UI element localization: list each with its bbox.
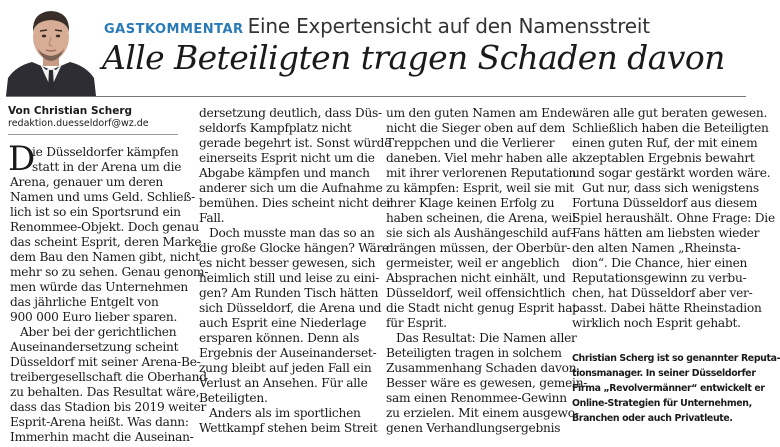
text-line: mit ihrer verlorenen Reputation	[386, 166, 577, 180]
text-line: Abgabe kämpfen und manch	[199, 166, 370, 180]
text-line: Fortuna Düsseldorf aus diesem	[572, 196, 758, 210]
text-line: ie Düsseldorfer kämpfen	[32, 145, 179, 159]
text-line: einen guten Ruf, der mit einem	[572, 136, 758, 150]
text-line: zung bleibt auf jeden Fall ein	[199, 361, 372, 375]
text-line: sich Düsseldorf, die Arena und	[199, 301, 382, 315]
text-line: akzeptablen Ergebnis bewahrt	[572, 151, 755, 165]
text-line: dion“. Die Chance, hier einen	[572, 256, 748, 270]
text-line: das scheint Esprit, deren Marke	[10, 235, 202, 249]
text-line: gerade begehrt ist. Sonst würde	[199, 136, 392, 150]
text-line: bemühen. Dies scheint nicht der	[199, 196, 393, 210]
text-line: men würde das Unternehmen	[10, 280, 189, 294]
text-line: einerseits Esprit nicht um die	[199, 151, 375, 165]
text-line: Reputationsgewinn zu verbu-	[572, 271, 747, 285]
text-line: Düsseldorf, weil offensichtlich	[386, 286, 566, 300]
text-line: drängen müssen, der Oberbür-	[386, 241, 571, 255]
text-line: Das Resultat: Die Namen aller	[396, 331, 577, 345]
text-line: Schließlich haben die Beteiligten	[572, 121, 769, 135]
text-line: mehr so zu sehen. Genau genom-	[10, 265, 209, 279]
text-line: Fans hätten am liebsten wieder	[572, 226, 760, 240]
text-line: Beteiligten tragen in solchem	[386, 346, 562, 360]
text-line: es nicht besser gewesen, sich	[199, 256, 376, 270]
text-line: die große Glocke hängen? Wäre	[199, 241, 390, 255]
text-line: dem Bau den Namen gibt, nicht	[10, 250, 200, 264]
info-line: Christian Scherg ist so genannter Reputa-	[572, 353, 780, 364]
text-line: gen? Am Runden Tisch hätten	[199, 286, 379, 300]
author-info-box	[572, 351, 780, 426]
author-portrait	[6, 4, 96, 96]
text-line: wären alle gut beraten gewesen.	[572, 106, 768, 120]
text-line: wirklich noch Esprit gehabt.	[572, 316, 741, 330]
text-line: dersetzung deutlich, dass Düs-	[199, 106, 382, 120]
text-line: germeister, weil er angeblich	[386, 256, 560, 270]
article-column-3	[386, 106, 588, 436]
text-line: daneben. Viel mehr haben alle	[386, 151, 568, 165]
text-line: Zusammenhang Schaden davon.	[386, 361, 580, 375]
text-line: Fall.	[199, 211, 225, 225]
text-line: Besser wäre es gewesen, gemein-	[386, 376, 588, 390]
text-line: genen Verhandlungsergebnis	[386, 421, 561, 435]
text-line: ihrer Klage keinen Erfolg zu	[386, 196, 555, 210]
info-line: Online-Strategien für Unternehmen,	[572, 398, 752, 409]
info-line: Branchen oder auch Privatleute.	[572, 413, 733, 424]
text-line: lich ist so ein Sportsrund ein	[10, 205, 181, 219]
info-line: Firma „Revolvermänner“ entwickelt er	[572, 383, 765, 394]
text-line: Treppchen und die Verlierer	[386, 136, 555, 150]
text-line: zu behalten. Das Resultat wäre,	[10, 385, 200, 399]
text-line: Namen und ums Geld. Schließ-	[10, 190, 196, 204]
text-line: passt. Dabei hätte Rheinstadion	[572, 301, 762, 315]
text-line: chen, hat Düsseldorf aber ver-	[572, 286, 753, 300]
byline-divider	[8, 134, 178, 135]
text-line: statt in der Arena um die	[32, 160, 182, 174]
article-column-2	[199, 106, 393, 436]
text-line: dass das Stadion bis 2019 weiter	[10, 400, 207, 414]
text-line: Aber bei der gerichtlichen	[20, 325, 177, 339]
text-line: Ergebnis der Auseinanderset-	[199, 346, 377, 360]
drop-cap: D	[8, 139, 36, 179]
text-line: und sogar gestärkt worden wäre.	[572, 166, 771, 180]
section-kicker: GASTKOMMENTAR	[104, 22, 244, 37]
text-line: für Esprit.	[386, 316, 447, 330]
text-line: auch Esprit eine Niederlage	[199, 316, 367, 330]
text-line: Anders als im sportlichen	[209, 406, 361, 420]
text-line: Beteiligten.	[199, 391, 268, 405]
text-line: die Stadt nicht genug Esprit hat	[386, 301, 577, 315]
text-line: Esprit-Arena heißt. Was dann:	[10, 415, 189, 429]
text-line: den alten Namen „Rheinsta-	[572, 241, 741, 255]
text-line: ersparen können. Denn als	[199, 331, 360, 345]
text-line: Absprachen nicht einhält, und	[386, 271, 566, 285]
author-byline: Von Christian Scherg	[8, 105, 133, 117]
text-line: heimlich still und leise zu eini-	[199, 271, 380, 285]
header-divider	[6, 96, 746, 97]
text-line: zu kämpfen: Esprit, weil sie mit	[386, 181, 574, 195]
headline: Alle Beteiligten tragen Schaden davon	[102, 38, 725, 77]
text-line: Düsseldorf mit seiner Arena-Be-	[10, 355, 201, 369]
text-line: sie sich als Aushängeschild auf-	[386, 226, 574, 240]
subheadline: Eine Expertensicht auf den Namensstreit	[247, 14, 650, 38]
article-column-1	[8, 139, 209, 445]
text-line: Renommee-Objekt. Doch genau	[10, 220, 199, 234]
article-column-4	[572, 106, 775, 331]
text-line: Spiel heraushält. Ohne Frage: Die	[572, 211, 775, 225]
text-line: Arena, genauer um deren	[10, 175, 164, 189]
text-line: Verlust an Ansehen. Für alle	[199, 376, 368, 390]
text-line: Auseinandersetzung scheint	[10, 340, 179, 354]
text-line: treibergesellschaft die Oberhand	[10, 370, 207, 384]
text-line: haben scheinen, die Arena, weil	[386, 211, 576, 225]
text-line: nicht die Sieger oben auf dem	[386, 121, 566, 135]
text-line: zu erzielen. Mit einem ausgewo-	[386, 406, 579, 420]
author-email: redaktion.duesseldorf@wz.de	[8, 118, 149, 129]
info-line: tionsmanager. In seiner Düsseldorfer	[572, 368, 756, 379]
text-line: Gut nur, dass sich wenigstens	[582, 181, 759, 195]
text-line: 900 000 Euro lieber sparen.	[10, 310, 178, 324]
text-line: das jährliche Entgelt von	[10, 295, 159, 309]
header-kicker-line	[104, 14, 650, 38]
text-line: Wettkampf stehen beim Streit	[199, 421, 378, 435]
text-line: seldorfs Kampfplatz nicht	[199, 121, 352, 135]
text-line: Immerhin macht die Auseinan-	[10, 430, 194, 444]
text-line: sam einen Renommee-Gewinn	[386, 391, 567, 405]
text-line: Doch musste man das so an	[209, 226, 375, 240]
text-line: anderer sich um die Aufnahme	[199, 181, 383, 195]
text-line: um den guten Namen am Ende	[386, 106, 572, 120]
